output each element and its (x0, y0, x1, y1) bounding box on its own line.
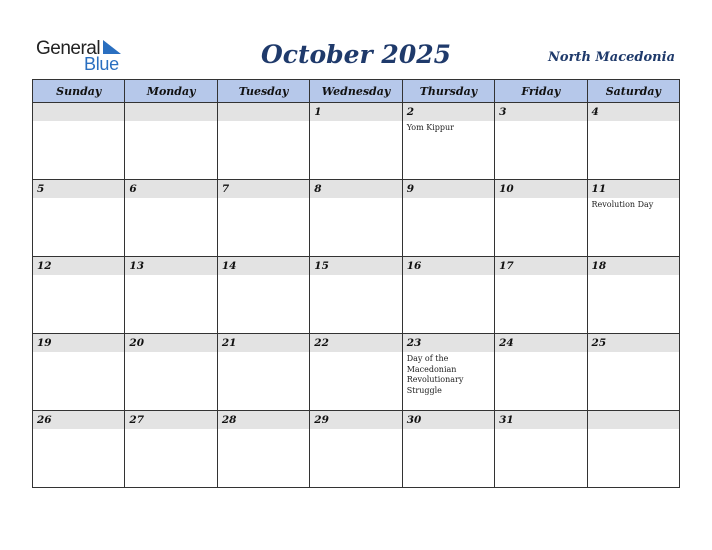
day-number: 10 (495, 180, 586, 198)
day-event (495, 429, 586, 431)
day-cell (587, 411, 679, 488)
day-event (33, 429, 124, 431)
week-row (33, 180, 680, 257)
day-cell (495, 180, 587, 257)
week-row (33, 334, 680, 411)
day-cell (402, 411, 494, 488)
day-event (310, 429, 401, 431)
day-number: 16 (403, 257, 494, 275)
day-cell (33, 180, 125, 257)
day-event (125, 352, 216, 354)
day-event (218, 275, 309, 277)
week-row (33, 103, 680, 180)
day-cell (33, 257, 125, 334)
day-event (218, 352, 309, 354)
day-cell (125, 257, 217, 334)
day-cell (125, 180, 217, 257)
day-event (125, 275, 216, 277)
week-row (33, 411, 680, 488)
day-event (495, 121, 586, 123)
day-cell (402, 103, 494, 180)
weekday-header: Thursday (402, 80, 494, 103)
day-cell (217, 411, 309, 488)
day-event (125, 121, 216, 123)
day-event (588, 121, 679, 123)
weekday-header: Sunday (33, 80, 125, 103)
day-cell (587, 180, 679, 257)
day-cell (125, 334, 217, 411)
day-cell (125, 411, 217, 488)
day-cell (310, 103, 402, 180)
day-cell (217, 180, 309, 257)
day-cell (587, 103, 679, 180)
day-event (495, 198, 586, 200)
day-number: 6 (125, 180, 216, 198)
day-cell (33, 334, 125, 411)
week-row (33, 257, 680, 334)
day-number: 17 (495, 257, 586, 275)
day-event (310, 275, 401, 277)
day-event: Revolution Day (591, 200, 654, 209)
day-cell (402, 334, 494, 411)
day-event (588, 352, 679, 354)
day-event: Yom Kippur (406, 123, 454, 132)
day-number: 5 (33, 180, 124, 198)
day-event (403, 198, 494, 200)
day-number: 18 (588, 257, 679, 275)
day-event (588, 275, 679, 277)
day-number: 24 (495, 334, 586, 352)
day-event (403, 275, 494, 277)
weekday-header-row (33, 80, 680, 103)
day-number: 7 (218, 180, 309, 198)
day-number: 13 (125, 257, 216, 275)
day-event (33, 352, 124, 354)
day-cell (402, 180, 494, 257)
day-number: 4 (588, 103, 679, 121)
day-cell (217, 103, 309, 180)
weekday-header: Saturday (587, 80, 679, 103)
day-event (125, 429, 216, 431)
day-number: 30 (403, 411, 494, 429)
day-number (125, 103, 216, 121)
day-number: 21 (218, 334, 309, 352)
day-number: 29 (310, 411, 401, 429)
day-number: 23 (403, 334, 494, 352)
day-number: 8 (310, 180, 401, 198)
logo-text-blue: Blue (84, 54, 119, 74)
weekday-header: Friday (495, 80, 587, 103)
day-number: 22 (310, 334, 401, 352)
day-number (218, 103, 309, 121)
day-event (588, 429, 679, 431)
day-cell (495, 334, 587, 411)
day-event (310, 352, 401, 354)
day-cell (310, 180, 402, 257)
day-number: 14 (218, 257, 309, 275)
day-cell (217, 334, 309, 411)
day-number: 11 (588, 180, 679, 198)
day-number: 9 (403, 180, 494, 198)
day-cell (310, 411, 402, 488)
calendar-title: October 2025 (260, 40, 452, 69)
day-cell (33, 411, 125, 488)
day-cell (495, 257, 587, 334)
weekday-header: Monday (125, 80, 217, 103)
day-cell (125, 103, 217, 180)
day-cell (587, 257, 679, 334)
day-cell (495, 103, 587, 180)
day-number: 12 (33, 257, 124, 275)
calendar-grid (32, 79, 680, 488)
weekday-header: Wednesday (310, 80, 402, 103)
day-event (495, 275, 586, 277)
day-event (125, 198, 216, 200)
day-event (33, 198, 124, 200)
day-number: 1 (310, 103, 401, 121)
day-number (588, 411, 679, 429)
day-number: 31 (495, 411, 586, 429)
day-number: 26 (33, 411, 124, 429)
day-cell (310, 257, 402, 334)
day-event (310, 198, 401, 200)
day-event (33, 121, 124, 123)
day-event (33, 275, 124, 277)
day-event (218, 429, 309, 431)
day-event (310, 121, 401, 123)
day-event (495, 352, 586, 354)
day-number: 20 (125, 334, 216, 352)
day-number: 15 (310, 257, 401, 275)
day-number: 28 (218, 411, 309, 429)
day-event (218, 198, 309, 200)
day-event: Day of the Macedonian Revolutionary Struggle (406, 354, 464, 395)
country-name: North Macedonia (548, 50, 675, 65)
day-cell (217, 257, 309, 334)
day-number: 27 (125, 411, 216, 429)
day-event (218, 121, 309, 123)
day-number: 19 (33, 334, 124, 352)
day-event (403, 429, 494, 431)
weekday-header: Tuesday (217, 80, 309, 103)
day-cell (310, 334, 402, 411)
day-number: 25 (588, 334, 679, 352)
day-cell (587, 334, 679, 411)
day-number: 3 (495, 103, 586, 121)
day-cell (495, 411, 587, 488)
day-number: 2 (403, 103, 494, 121)
day-cell (33, 103, 125, 180)
day-number (33, 103, 124, 121)
logo-text-general: General (36, 38, 101, 59)
day-cell (402, 257, 494, 334)
